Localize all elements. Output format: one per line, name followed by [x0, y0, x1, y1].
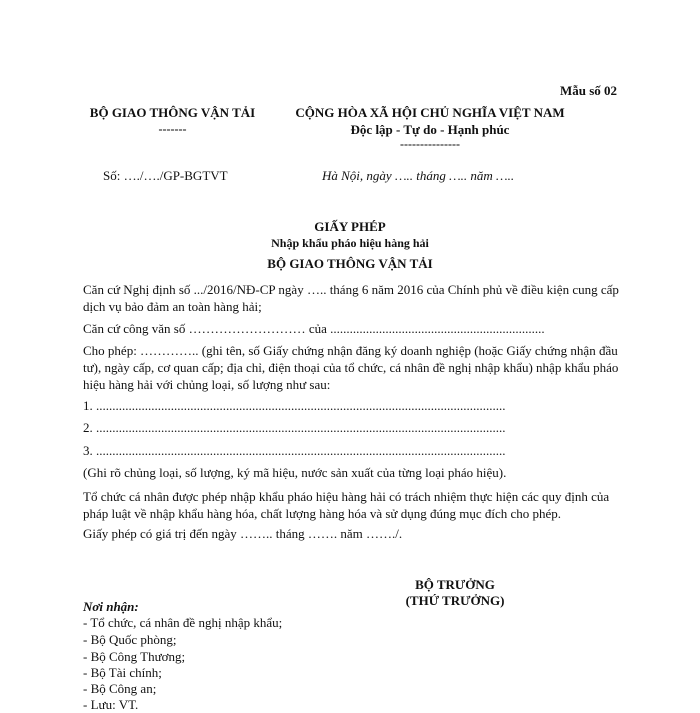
- list-item: - Bộ Công Thương;: [83, 649, 186, 664]
- list-item: - Lưu: VT.: [83, 697, 139, 712]
- ministry-name: BỘ GIAO THÔNG VẬN TẢI: [89, 105, 256, 120]
- document-title: GIẤY PHÉP: [314, 219, 386, 234]
- motto-divider: ---------------: [400, 137, 460, 151]
- item-note: (Ghi rõ chủng loại, số lượng, ký mã hiệu, nước sản xuất của từng loại pháo hiệu).: [83, 465, 507, 480]
- list-item: 3. ..............................................................................................................................: [83, 443, 506, 458]
- list-item: - Tổ chức, cá nhân đề nghị nhập khẩu;: [83, 615, 283, 630]
- place-date: Hà Nội, ngày ….. tháng ….. năm …..: [322, 168, 515, 183]
- permission-paragraph: Cho phép: ………….. (ghi tên, số Giấy chứng nhận đăng ký doanh nghiệp (hoặc Giấy chứng nhận đầu tư), ngày cấp, cơ quan cấp; địa chỉ, điện thoại của tổ chức, cá nhân đề nghị nhập khẩu) nhập khẩu pháo hiệu hàng hải với chủng loại, số lượng như sau:: [83, 343, 619, 392]
- legal-basis-decree: Căn cứ Nghị định số .../2016/NĐ-CP ngày ….. tháng 6 năm 2016 của Chính phủ về điều kiện cung cấp dịch vụ bảo đảm an toàn hàng hải;: [83, 282, 619, 314]
- form-number: Mẫu số 02: [560, 83, 618, 98]
- document-number: Số: …./…./GP-BGTVT: [103, 168, 228, 183]
- ministry-divider: -------: [158, 122, 187, 136]
- signature-subtitle: (THỨ TRƯỞNG): [405, 593, 505, 608]
- list-item: - Bộ Công an;: [83, 681, 157, 696]
- issuing-authority: BỘ GIAO THÔNG VẬN TẢI: [267, 256, 433, 271]
- validity-line: Giấy phép có giá trị đến ngày …….. tháng ……. năm ……./.: [83, 526, 403, 541]
- recipients-heading: Nơi nhận:: [83, 599, 139, 614]
- republic-name: CỘNG HÒA XÃ HỘI CHỦ NGHĨA VIỆT NAM: [295, 105, 565, 120]
- legal-basis-letter: Căn cứ công văn số ……………………… của ..................................................................: [83, 321, 545, 336]
- list-item: - Bộ Quốc phòng;: [83, 632, 177, 647]
- list-item: - Bộ Tài chính;: [83, 665, 162, 680]
- motto: Độc lập - Tự do - Hạnh phúc: [350, 122, 510, 137]
- signature-title: BỘ TRƯỞNG: [415, 577, 495, 592]
- list-item: 2. ..............................................................................................................................: [83, 420, 506, 435]
- list-item: 1. ..............................................................................................................................: [83, 398, 506, 413]
- responsibility-paragraph: Tổ chức cá nhân được phép nhập khẩu pháo hiệu hàng hải có trách nhiệm thực hiện các quy định của pháp luật về nhập khẩu hàng hóa, chất lượng hàng hóa và sử dụng đúng mục đích cho phép.: [83, 489, 610, 521]
- document-subtitle: Nhập khẩu pháo hiệu hàng hải: [271, 236, 429, 250]
